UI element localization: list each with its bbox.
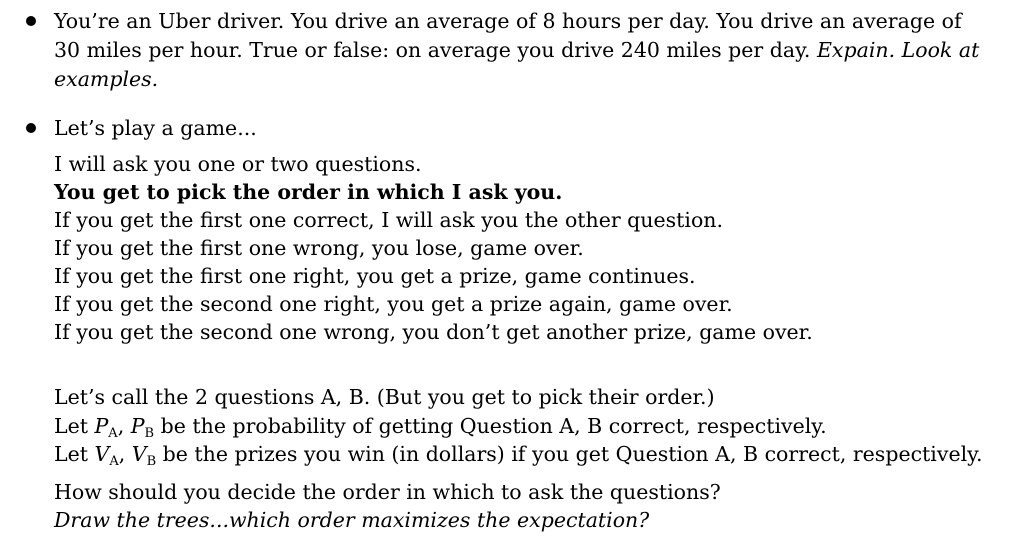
question-line: How should you decide the order in which to ask the questions? [54,480,721,504]
bullet1-line2 [54,38,979,62]
bullet1-line1: You’re an Uber driver. You drive an average of 8 hours per day. You drive an average of [54,9,962,33]
bullet1-line3: examples. [54,67,159,91]
setup-line1: Let’s call the 2 questions A, B. (But you get to pick their order.) [54,385,715,409]
rule-line: If you get the first one correct, I will ask you the other question. [54,208,724,232]
setup-v-prefix: Let [54,442,95,466]
bullet-marker-2 [26,123,36,133]
question-italic-line: Draw the trees...which order maximizes the expectation? [54,508,650,532]
bullet1-line2-italic: Expain. Look at [816,38,980,62]
bullet2-intro: Let’s play a game... [54,116,257,140]
sub-b: B [144,426,155,441]
rule-line-bold: You get to pick the order in which I ask you. [54,180,563,204]
setup-v-sep: , [118,442,132,466]
sub-a: A [109,454,119,469]
rule-line: I will ask you one or two questions. [54,152,422,176]
rule-line: If you get the second one wrong, you don’t get another prize, game over. [54,320,813,344]
var-p: P [94,414,109,438]
rule-line: If you get the first one wrong, you lose, game over. [54,236,584,260]
sub-b: B [146,454,157,469]
bullet-marker-1 [26,16,36,26]
setup-p-suffix: be the probability of getting Question A, B correct, respectively. [154,414,827,438]
setup-probability-line [54,414,827,441]
bullet1-line2-text: 30 miles per hour. True or false: on average you drive 240 miles per day. [54,38,817,62]
setup-p-sep: , [117,414,131,438]
setup-p-prefix: Let [54,414,95,438]
var-v: V [94,442,110,466]
rule-line: If you get the first one right, you get a prize, game continues. [54,264,696,288]
setup-v-suffix: be the prizes you win (in dollars) if you get Question A, B correct, respectively. [156,442,983,466]
setup-prize-line [54,442,983,469]
var-v: V [131,442,147,466]
rule-line: If you get the second one right, you get a prize again, game over. [54,292,733,316]
sub-a: A [108,426,118,441]
var-p: P [130,414,145,438]
